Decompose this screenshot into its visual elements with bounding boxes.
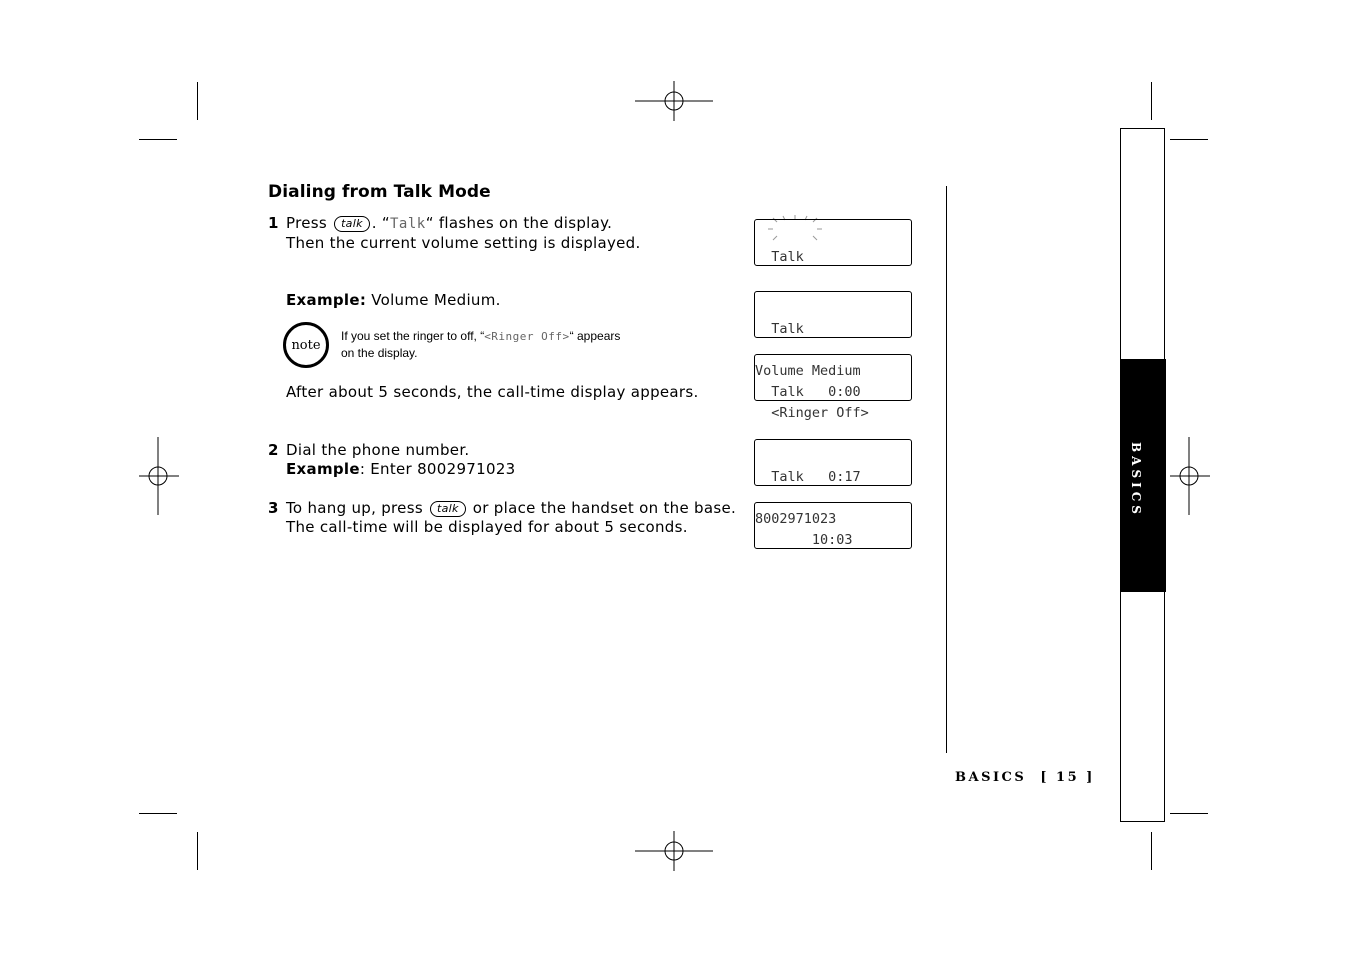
step-text: To hang up, press — [286, 499, 423, 517]
crop-mark — [1170, 139, 1208, 140]
lcd-display — [754, 354, 912, 401]
lcd-row: <Ringer Off> — [755, 405, 869, 421]
step-text: Then the current volume setting is displayed. — [286, 234, 641, 252]
lcd-display — [754, 439, 912, 527]
talk-key-icon: talk — [334, 216, 370, 232]
lcd-row: Talk — [755, 249, 804, 265]
step-text: or place the handset on the base. — [472, 499, 737, 517]
example-label: Example — [286, 460, 360, 478]
note-text — [341, 328, 620, 361]
registration-mark-icon — [635, 831, 713, 871]
step-2 — [268, 441, 516, 479]
step-text: . “ — [371, 214, 390, 232]
step-text: Press — [286, 214, 327, 232]
example-text: Volume Medium. — [366, 291, 501, 309]
lcd-display — [754, 219, 912, 266]
lcd-word: <Ringer Off> — [484, 330, 570, 343]
note-line: “ appears — [569, 329, 621, 343]
talk-key-icon: talk — [430, 501, 466, 517]
step-number: 2 — [268, 441, 279, 459]
after-text: After about 5 seconds, the call-time display appears. — [286, 383, 699, 401]
note-badge-icon: note — [283, 322, 329, 368]
lcd-row: 8002971023 — [755, 511, 837, 527]
example-text: : Enter 8002971023 — [359, 460, 516, 478]
crop-mark — [1151, 82, 1152, 120]
step-number: 1 — [268, 214, 279, 232]
lcd-word: Talk — [389, 216, 426, 232]
registration-mark-icon — [1170, 437, 1210, 515]
step-text: The call-time will be displayed for about 5 seconds. — [286, 518, 688, 536]
crop-mark — [197, 82, 198, 120]
step-text: Dial the phone number. — [286, 441, 470, 459]
registration-mark-icon — [139, 437, 179, 515]
crop-mark — [197, 832, 198, 870]
registration-mark-icon — [635, 81, 713, 121]
column-divider — [946, 186, 947, 753]
lcd-row: Talk 0:17 — [755, 469, 861, 485]
step-3 — [268, 499, 737, 537]
section-title: Dialing from Talk Mode — [268, 182, 491, 202]
note-line: If you set the ringer to off, “ — [341, 329, 485, 343]
side-tab-label: BASICS — [1129, 442, 1143, 518]
crop-mark — [139, 813, 177, 814]
crop-mark — [139, 139, 177, 140]
side-tab — [1120, 359, 1166, 592]
lcd-display — [754, 502, 912, 549]
example-line — [286, 291, 501, 310]
example-label: Example: — [286, 291, 367, 309]
crop-mark — [1151, 832, 1152, 870]
crop-mark — [1170, 813, 1208, 814]
step-text: “ flashes on the display. — [425, 214, 613, 232]
lcd-row: Talk — [755, 321, 804, 337]
step-number: 3 — [268, 499, 279, 517]
page-footer — [955, 770, 1095, 785]
step-1 — [268, 214, 641, 253]
page-number: [ 15 ] — [1040, 770, 1095, 785]
note-line: on the display. — [341, 346, 418, 360]
footer-section: BASICS — [955, 770, 1027, 785]
lcd-row: Volume Medium — [755, 363, 861, 379]
lcd-row: Talk 0:00 — [755, 384, 861, 400]
lcd-row: 10:03 — [755, 532, 853, 548]
